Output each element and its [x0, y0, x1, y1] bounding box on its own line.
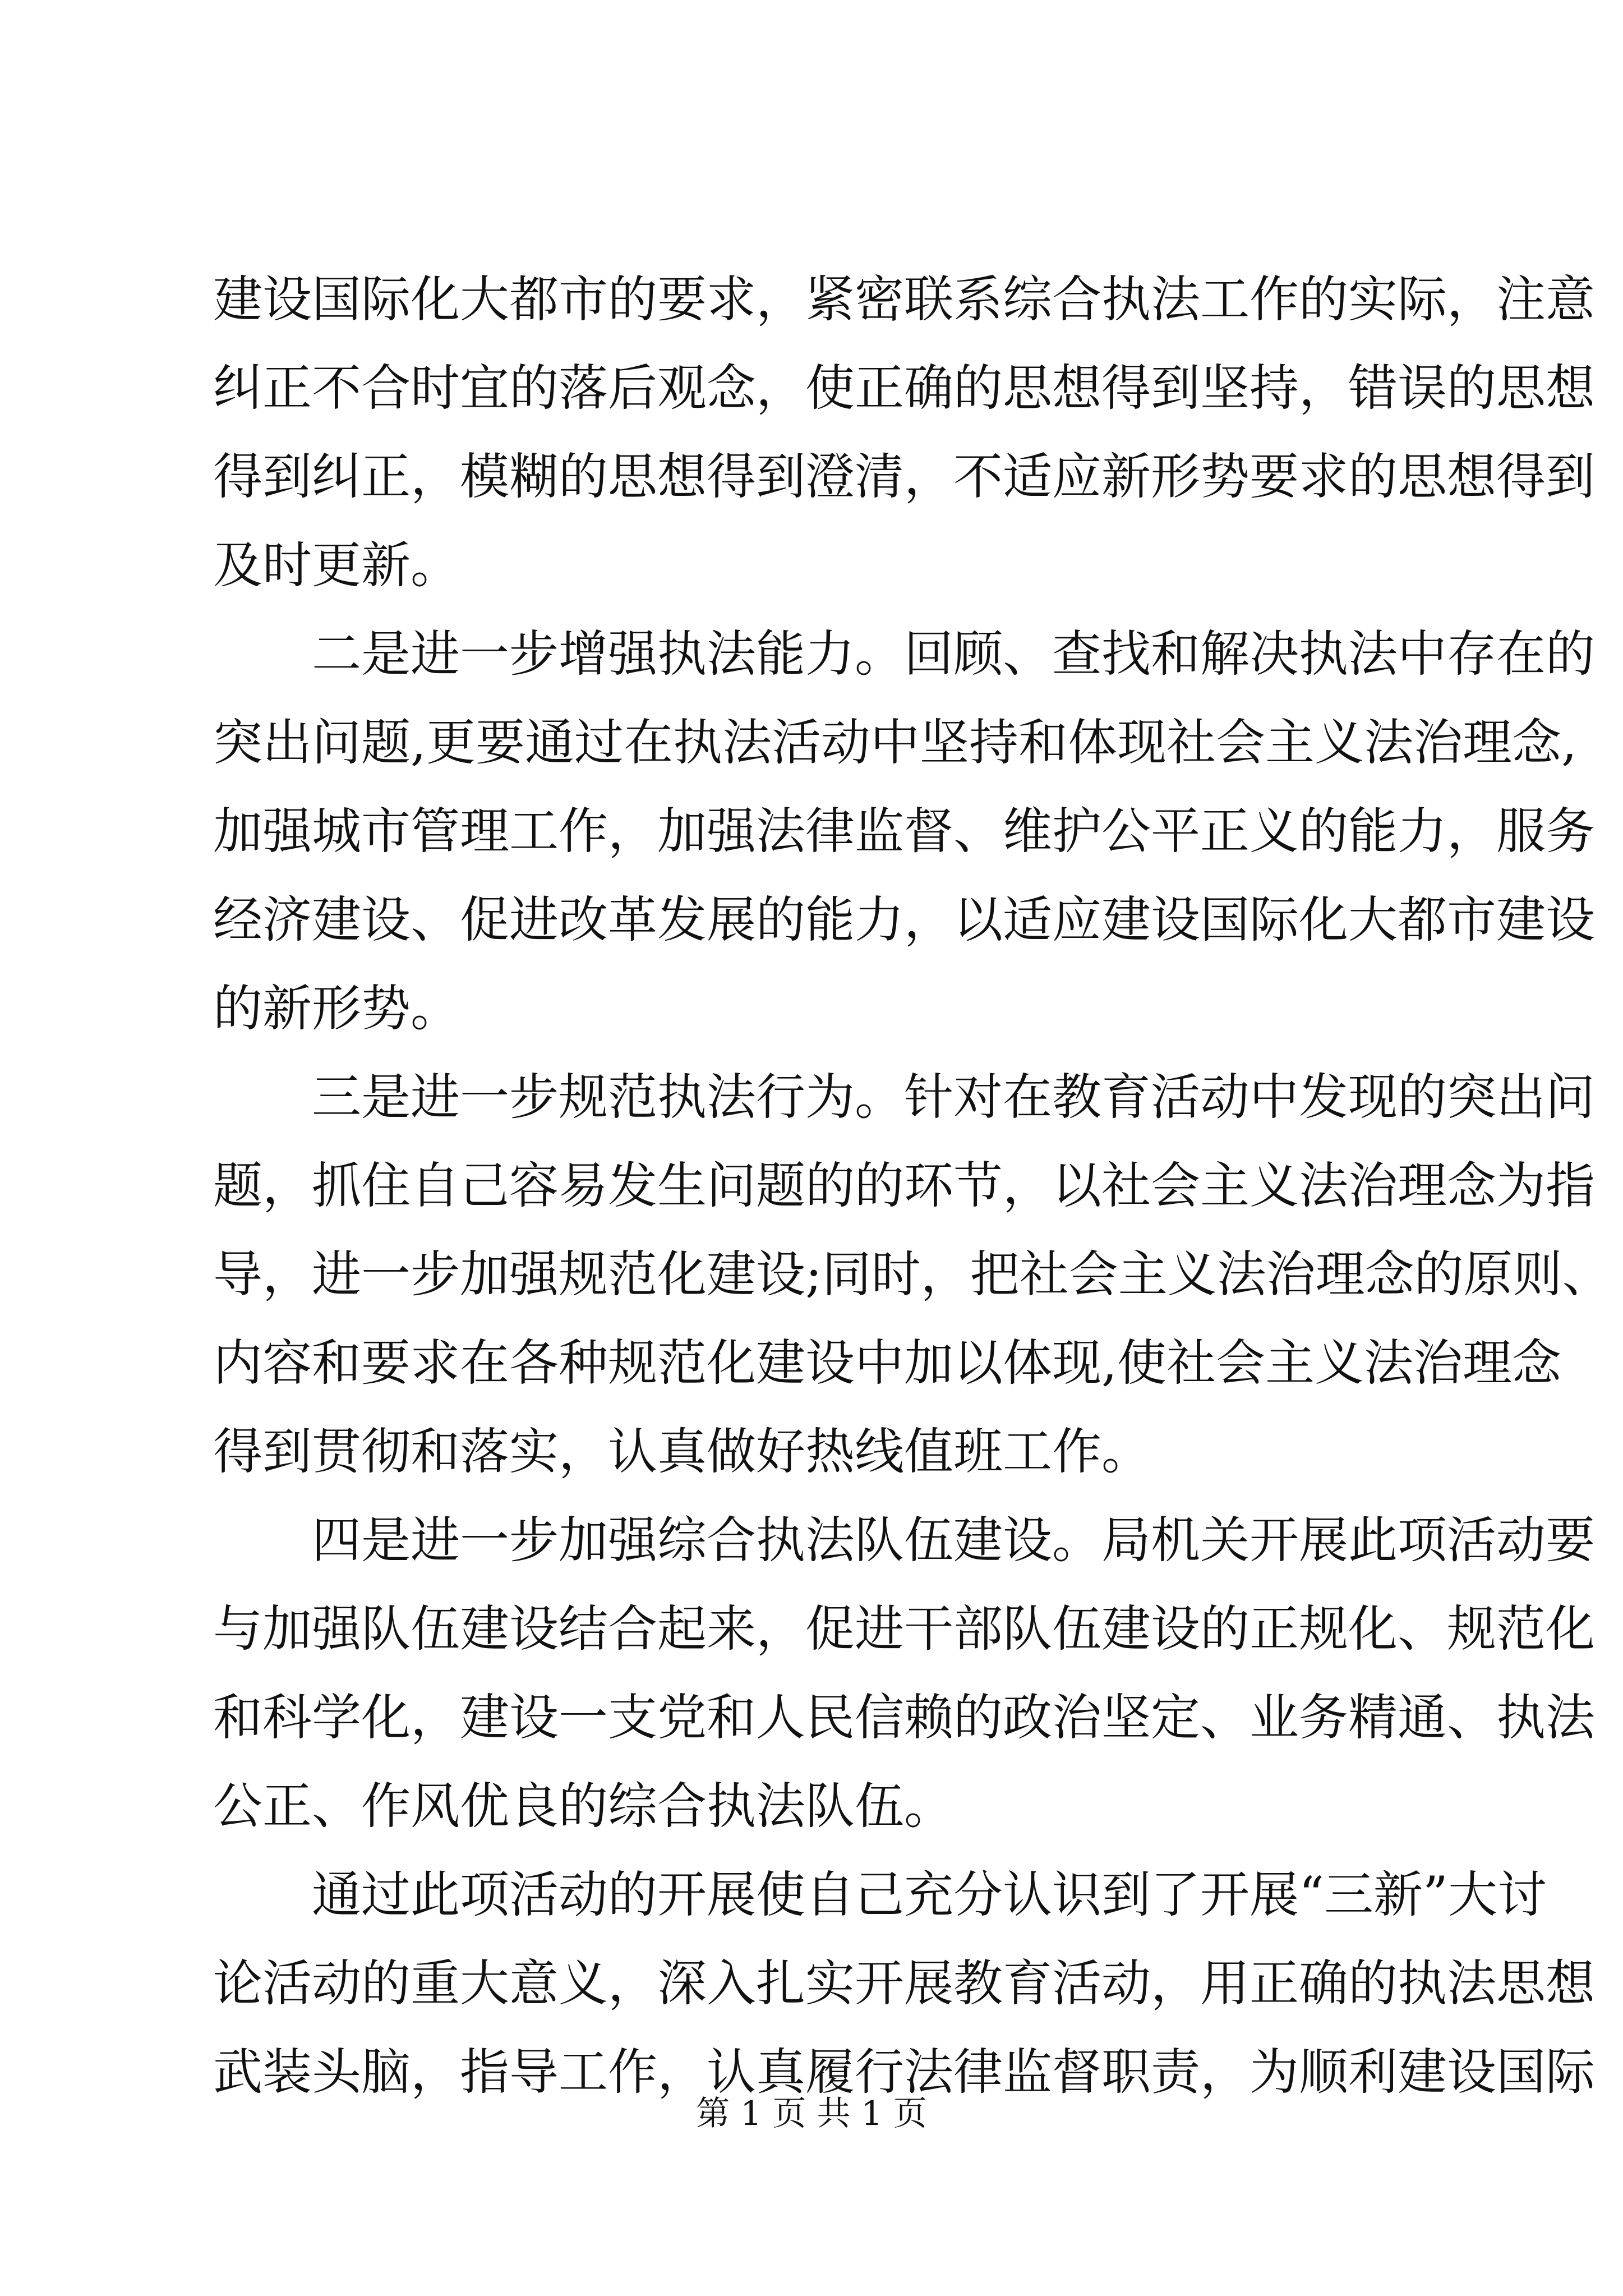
page-footer: 第 1 页 共 1 页 — [696, 2094, 927, 2133]
text-line: 得到贯彻和落实，认真做好热线值班工作。 — [213, 1423, 1151, 1480]
text-line: 加强城市管理工作，加强法律监督、维护公平正义的能力，服务 — [213, 802, 1596, 860]
document-body — [213, 255, 1612, 2116]
text-line: 三是进一步规范执法行为。针对在教育活动中发现的突出问 — [312, 1068, 1596, 1126]
text-line: 及时更新。 — [213, 536, 460, 594]
text-line: 武装头脑，指导工作，认真履行法律监督职责，为顺利建设国际 — [213, 2043, 1596, 2101]
text-line: 经济建设、促进改革发展的能力，以适应建设国际化大都市建设 — [213, 891, 1596, 949]
text-line: 导，进一步加强规范化建设;同时，把社会主义法治理念的原则、 — [213, 1245, 1612, 1303]
text-line: 通过此项活动的开展使自己充分认识到了开展“三新”大讨 — [312, 1866, 1547, 1924]
text-line: 二是进一步增强执法能力。回顾、查找和解决执法中存在的 — [312, 625, 1596, 683]
text-line: 纠正不合时宜的落后观念，使正确的思想得到坚持，错误的思想 — [213, 359, 1596, 417]
text-line: 与加强队伍建设结合起来，促进干部队伍建设的正规化、规范化 — [213, 1600, 1596, 1658]
text-line: 论活动的重大意义，深入扎实开展教育活动，用正确的执法思想 — [213, 1954, 1596, 2012]
text-line: 内容和要求在各种规范化建设中加以体现,使社会主义法治理念 — [213, 1334, 1561, 1392]
text-line: 四是进一步加强综合执法队伍建设。局机关开展此项活动要 — [312, 1511, 1596, 1569]
text-line: 突出问题,更要通过在执法活动中坚持和体现社会主义法治理念, — [213, 714, 1577, 771]
text-line: 得到纠正，模糊的思想得到澄清，不适应新形势要求的思想得到 — [213, 448, 1596, 505]
text-line: 的新形势。 — [213, 979, 460, 1037]
text-line: 和科学化，建设一支党和人民信赖的政治坚定、业务精通、执法 — [213, 1688, 1596, 1746]
text-line: 题，抓住自己容易发生问题的的环节，以社会主义法治理念为指 — [213, 1157, 1596, 1214]
text-line: 公正、作风优良的综合执法队伍。 — [213, 1777, 954, 1835]
text-line: 建设国际化大都市的要求，紧密联系综合执法工作的实际，注意 — [213, 270, 1596, 328]
